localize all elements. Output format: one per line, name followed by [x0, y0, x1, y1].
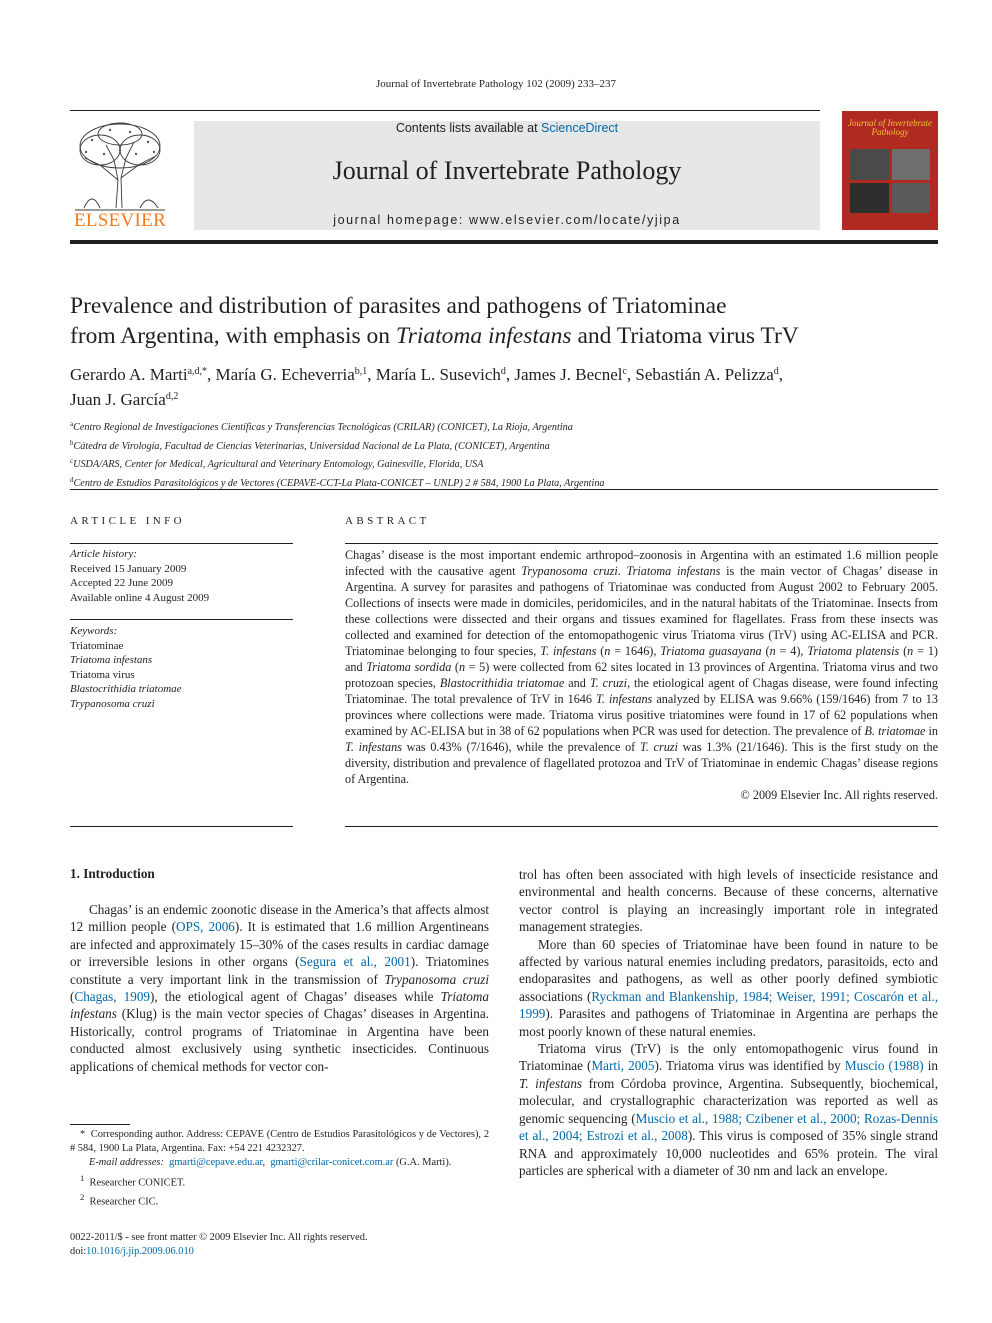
text-run: Chagas’ is an endemic zoonotic disease in the America’s that affects almost 12 million people (	[70, 902, 489, 935]
author[interactable]: Juan J. García$^{d,2}$	[70, 390, 179, 409]
italic-text: T. infestans	[345, 740, 402, 754]
text-run: ). This virus is composed of 35% single strand RNA and approximately 10,000 nucleotides and 65% protein. The viral particles are spherical with a diameter of 30 nm and lack an envelope.	[519, 1128, 938, 1178]
keywords-label: Keywords:	[70, 625, 118, 637]
citation-link[interactable]: Ryckman and Blankenship, 1984; Weiser, 1991; Coscarón et al., 1999	[519, 988, 938, 1022]
footnote-1: $^1$ Researcher CONICET.	[80, 1172, 186, 1189]
intro-paragraph	[519, 866, 938, 936]
sciencedirect-link[interactable]: ScienceDirect	[541, 121, 619, 135]
page-footer	[70, 1231, 570, 1259]
footnotes	[70, 1128, 489, 1210]
italic-text: T. cruzi	[589, 676, 628, 690]
title-line1: Prevalence and distribution of parasites and pathogens of Triatominae	[70, 293, 727, 319]
email-footnote: E-mail addresses: gmarti@cepave.edu.ar, gmarti@crilar-conicet.com.ar (G.A. Marti).	[89, 1157, 452, 1169]
text-run: ). Triatoma virus was identified by	[654, 1058, 845, 1074]
citation-link[interactable]: Muscio et al., 1988; Czibener et al., 2000; Rozas-Dennis et al., 2004; Estrozi et al., 2008	[519, 1110, 938, 1144]
received-date: Received 15 January 2009	[70, 562, 187, 575]
affiliation: $^d$Centro de Estudios Parasitológicos y de Vectores (CEPAVE-CCT-La Plata-CONICET – UNLP) 2 # 584, 1900 La Plata, Argentina	[70, 475, 605, 489]
text-run: = 1) and	[345, 644, 938, 674]
italic-text: n	[604, 644, 611, 658]
author[interactable]: María L. Susevich$^d$,	[375, 365, 515, 384]
text-run: (	[70, 989, 75, 1005]
email-link[interactable]: gmarti@crilar-conicet.com.ar	[270, 1157, 394, 1169]
author-list	[70, 361, 940, 411]
italic-text: Triatoma sordida	[366, 660, 452, 674]
author[interactable]: James J. Becnel$^c$,	[514, 365, 636, 384]
doi-line: doi:10.1016/j.jip.2009.06.010	[70, 1246, 194, 1257]
text-run: Triatoma virus (TrV) is the only entomopathogenic virus found in Triatominae (	[519, 1041, 938, 1074]
intro-column-left	[70, 901, 489, 1075]
affiliations	[70, 417, 940, 491]
title-line2a: from Argentina, with emphasis on	[70, 323, 396, 349]
article-info-rule	[70, 543, 293, 544]
text-run: = 5) were collected from 62 sites located in 13 provinces of Argentina. Triatoma virus and two protozoan species,	[345, 660, 939, 690]
abstract-copyright: © 2009 Elsevier Inc. All rights reserved.	[740, 788, 938, 802]
journal-citation: Journal of Invertebrate Pathology 102 (2009) 233–237	[375, 78, 617, 90]
keyword: Triatoma infestans	[70, 654, 153, 666]
intro-paragraph	[519, 936, 938, 1040]
text-run: = 4),	[775, 644, 808, 658]
contents-prefix: Contents lists available at	[395, 121, 538, 135]
affiliation: $^b$Cátedra de Virología, Facultad de Ciencias Veterinarias, Universidad Nacional de La Plata, (CONICET), Argentina	[70, 438, 550, 452]
elsevier-logo[interactable]	[70, 120, 170, 232]
journal-homepage[interactable]: journal homepage: www.elsevier.com/locate/yjipa	[333, 213, 681, 227]
cover-title: Journal of Invertebrate Pathology	[848, 118, 932, 137]
abstract-bottom-rule	[345, 826, 938, 827]
header-thick-rule	[70, 240, 938, 244]
text-run: ). Triatomines constitute a very important link in the transmission of	[70, 954, 489, 987]
tree-icon	[70, 120, 170, 212]
affiliations-rule	[70, 489, 938, 490]
keyword: Blastocrithidia triatomae	[70, 683, 182, 695]
affiliation: $^a$Centro Regional de Investigaciones Científicas y Transferencias Tecnológicas (CRILAR) (CONICET), La Rioja, Argentina	[70, 420, 573, 433]
text-run: (Klug) is the main vector species of Chagas’ diseases in Argentina. Historically, control programs of Triatominae in Argentina have been conducted almost exclusively using synthetic insecticides. Continuous applications of chemical methods for vector con-	[70, 1006, 489, 1074]
author[interactable]: Gerardo A. Marti$^{a,d,*}$,	[70, 365, 216, 384]
intro-paragraph	[70, 901, 489, 1075]
front-matter-line: 0022-2011/$ - see front matter © 2009 Elsevier Inc. All rights reserved.	[70, 1232, 368, 1243]
text-run: ), the etiological agent of Chagas’ diseases while	[150, 989, 441, 1005]
text-run: from Córdoba province, Argentina. Subsequently, biochemical, molecular, and crystallographic characterization was reported as well as genomic sequencing (	[519, 1075, 939, 1126]
author[interactable]: María G. Echeverria$^{b,1}$,	[215, 365, 376, 384]
article-title	[70, 291, 940, 351]
text-run: in	[923, 1058, 938, 1074]
text-run: Chagas’ disease is the most important endemic arthropod–zoonosis in Argentina with an estimated 1.6 million people infected with the causative agent	[345, 548, 938, 578]
section-heading-introduction: 1. Introduction	[70, 866, 155, 881]
doi-link[interactable]: 10.1016/j.jip.2009.06.010	[86, 1246, 194, 1257]
keyword: Triatominae	[70, 639, 124, 652]
abstract-heading: ABSTRACT	[345, 515, 430, 527]
text-run: (	[596, 644, 605, 658]
article-history	[70, 547, 293, 605]
article-info-heading: ARTICLE INFO	[70, 515, 185, 527]
article-info-bottom-rule	[70, 826, 293, 827]
affiliation: $^c$USDA/ARS, Center for Medical, Agricultural and Veterinary Entomology, Gainesville, Florida, USA	[70, 457, 484, 470]
citation-link[interactable]: Segura et al., 2001	[299, 954, 411, 970]
contents-line	[194, 121, 820, 135]
text-run: More than 60 species of Triatominae have been found in nature to be affected by various natural enemies including predators, parasitoids, ecto and endoparasites and pathogens, as well as other poorly defined symbiotic associations (	[519, 936, 938, 1004]
title-italic: Triatoma infestans	[395, 323, 572, 349]
text-run: was 1.3% (21/1646). This is the first study on the diversity, distribution and prevalence of flagellated protozoa and TrV of Triatominae in endemic Chagas’ disease regions of Argentina.	[345, 740, 938, 786]
italic-text: T. cruzi	[639, 740, 678, 754]
abstract-text	[345, 547, 938, 787]
text-run: trol has often been associated with high levels of insecticide resistance and environmental and health concerns. Because of these concerns, alternative vector control is playing an increasingly important role in integrated management strategies.	[519, 867, 938, 935]
email-link[interactable]: gmarti@cepave.edu.ar	[169, 1157, 263, 1169]
abstract-rule	[345, 543, 938, 544]
abstract-body	[345, 547, 938, 803]
history-label: Article history:	[70, 548, 137, 560]
italic-text: n	[769, 644, 776, 658]
italic-text: n	[907, 644, 914, 658]
italic-text: T. infestans	[540, 644, 597, 658]
intro-column-right	[519, 866, 938, 1179]
text-run: .	[617, 564, 627, 578]
italic-text: Trypanosoma cruzi	[384, 971, 489, 987]
text-run: = 1646),	[610, 644, 661, 658]
elsevier-wordmark: ELSEVIER	[73, 210, 167, 231]
italic-text: Triatoma platensis	[807, 644, 900, 658]
italic-text: B. triatomae	[864, 724, 926, 738]
keyword: Trypanosoma cruzi	[70, 697, 155, 710]
italic-text: n	[458, 660, 466, 674]
text-run: in	[925, 724, 939, 738]
cover-images	[850, 149, 930, 213]
text-run: (	[899, 644, 908, 658]
text-run: ). Parasites and pathogens of Triatominae in Argentina are perhaps the most poorly known of these natural enemies.	[519, 1006, 938, 1039]
text-run: and	[564, 676, 590, 690]
text-run: (	[761, 644, 770, 658]
footnote-2: $^2$ Researcher CIC.	[80, 1192, 159, 1208]
italic-text: Triatoma infestans	[70, 989, 490, 1022]
italic-text: T. infestans	[519, 1075, 583, 1091]
header-rule	[70, 110, 820, 111]
citation-link[interactable]: Muscio (1988)	[844, 1058, 924, 1074]
journal-banner	[194, 121, 820, 230]
italic-text: T. infestans	[596, 692, 653, 706]
citation-link[interactable]: Chagas, 1909	[74, 989, 151, 1005]
keywords	[70, 624, 293, 711]
text-run: ). It is estimated that 1.6 million Argentineans are infected and approximately 15–30% of the cases results in cardiac damage or irreversible lesions in other organs (	[70, 919, 489, 970]
keyword: Triatoma virus	[70, 668, 135, 681]
text-run: analyzed by ELISA was 9.66% (159/1646) from 7 to 13 provinces where collections were made. Triatoma virus positive triatomines were found in 17 of 62 populations when examined by AC-ELISA but in 38 of 62 populations when PCR was used for detection. The prevalence of	[345, 692, 938, 738]
title-line2b: and Triatoma virus TrV	[571, 323, 799, 349]
italic-text: Triatoma infestans	[626, 564, 721, 578]
author[interactable]: Sebastián A. Pelizza$^d$,	[635, 365, 783, 384]
italic-text: Trypanosoma cruzi	[521, 564, 618, 578]
corresponding-footnote: * Corresponding author. Address: CEPAVE (Centro de Estudios Parasitológicos y de Vectores), 2 # 584, 1900 La Plata, Argentina. Fax: +54 221 4232327.	[70, 1129, 490, 1155]
text-run: is the main vector of Chagas’ disease in Argentina. A survey for parasites and pathogens of Triatominae was conducted from August 2002 to February 2005. Collections of insects were made in domiciles, peridomiciles, and in the natural habitats of the Triatominae. Insects from these collections were dissected and their organs and tissues examined for flagellates. Frass from these insects was collected and examined for detection of the entomopathogenic virus Triatoma virus (TrV) using AC-ELISA and PCR. Triatominae belonging to four species,	[345, 564, 938, 658]
online-date: Available online 4 August 2009	[70, 591, 210, 604]
text-run: was 0.43% (7/1646), while the prevalence of	[401, 740, 640, 754]
italic-text: Triatoma guasayana	[660, 644, 762, 658]
keywords-rule	[70, 619, 293, 620]
citation-link[interactable]: OPS, 2006	[175, 919, 235, 935]
text-run: , the etiological agent of Chagas disease, were found infecting Triatominae. The total prevalence of TrV in 1646	[345, 676, 938, 706]
journal-cover-thumbnail[interactable]	[842, 111, 938, 230]
citation-link[interactable]: Marti, 2005	[591, 1058, 655, 1074]
accepted-date: Accepted 22 June 2009	[70, 577, 173, 589]
intro-paragraph	[519, 1040, 938, 1179]
text-run: (	[451, 660, 459, 674]
italic-text: Blastocrithidia triatomae	[439, 676, 565, 690]
footnote-rule	[70, 1124, 130, 1125]
journal-title: Journal of Invertebrate Pathology	[332, 156, 682, 185]
